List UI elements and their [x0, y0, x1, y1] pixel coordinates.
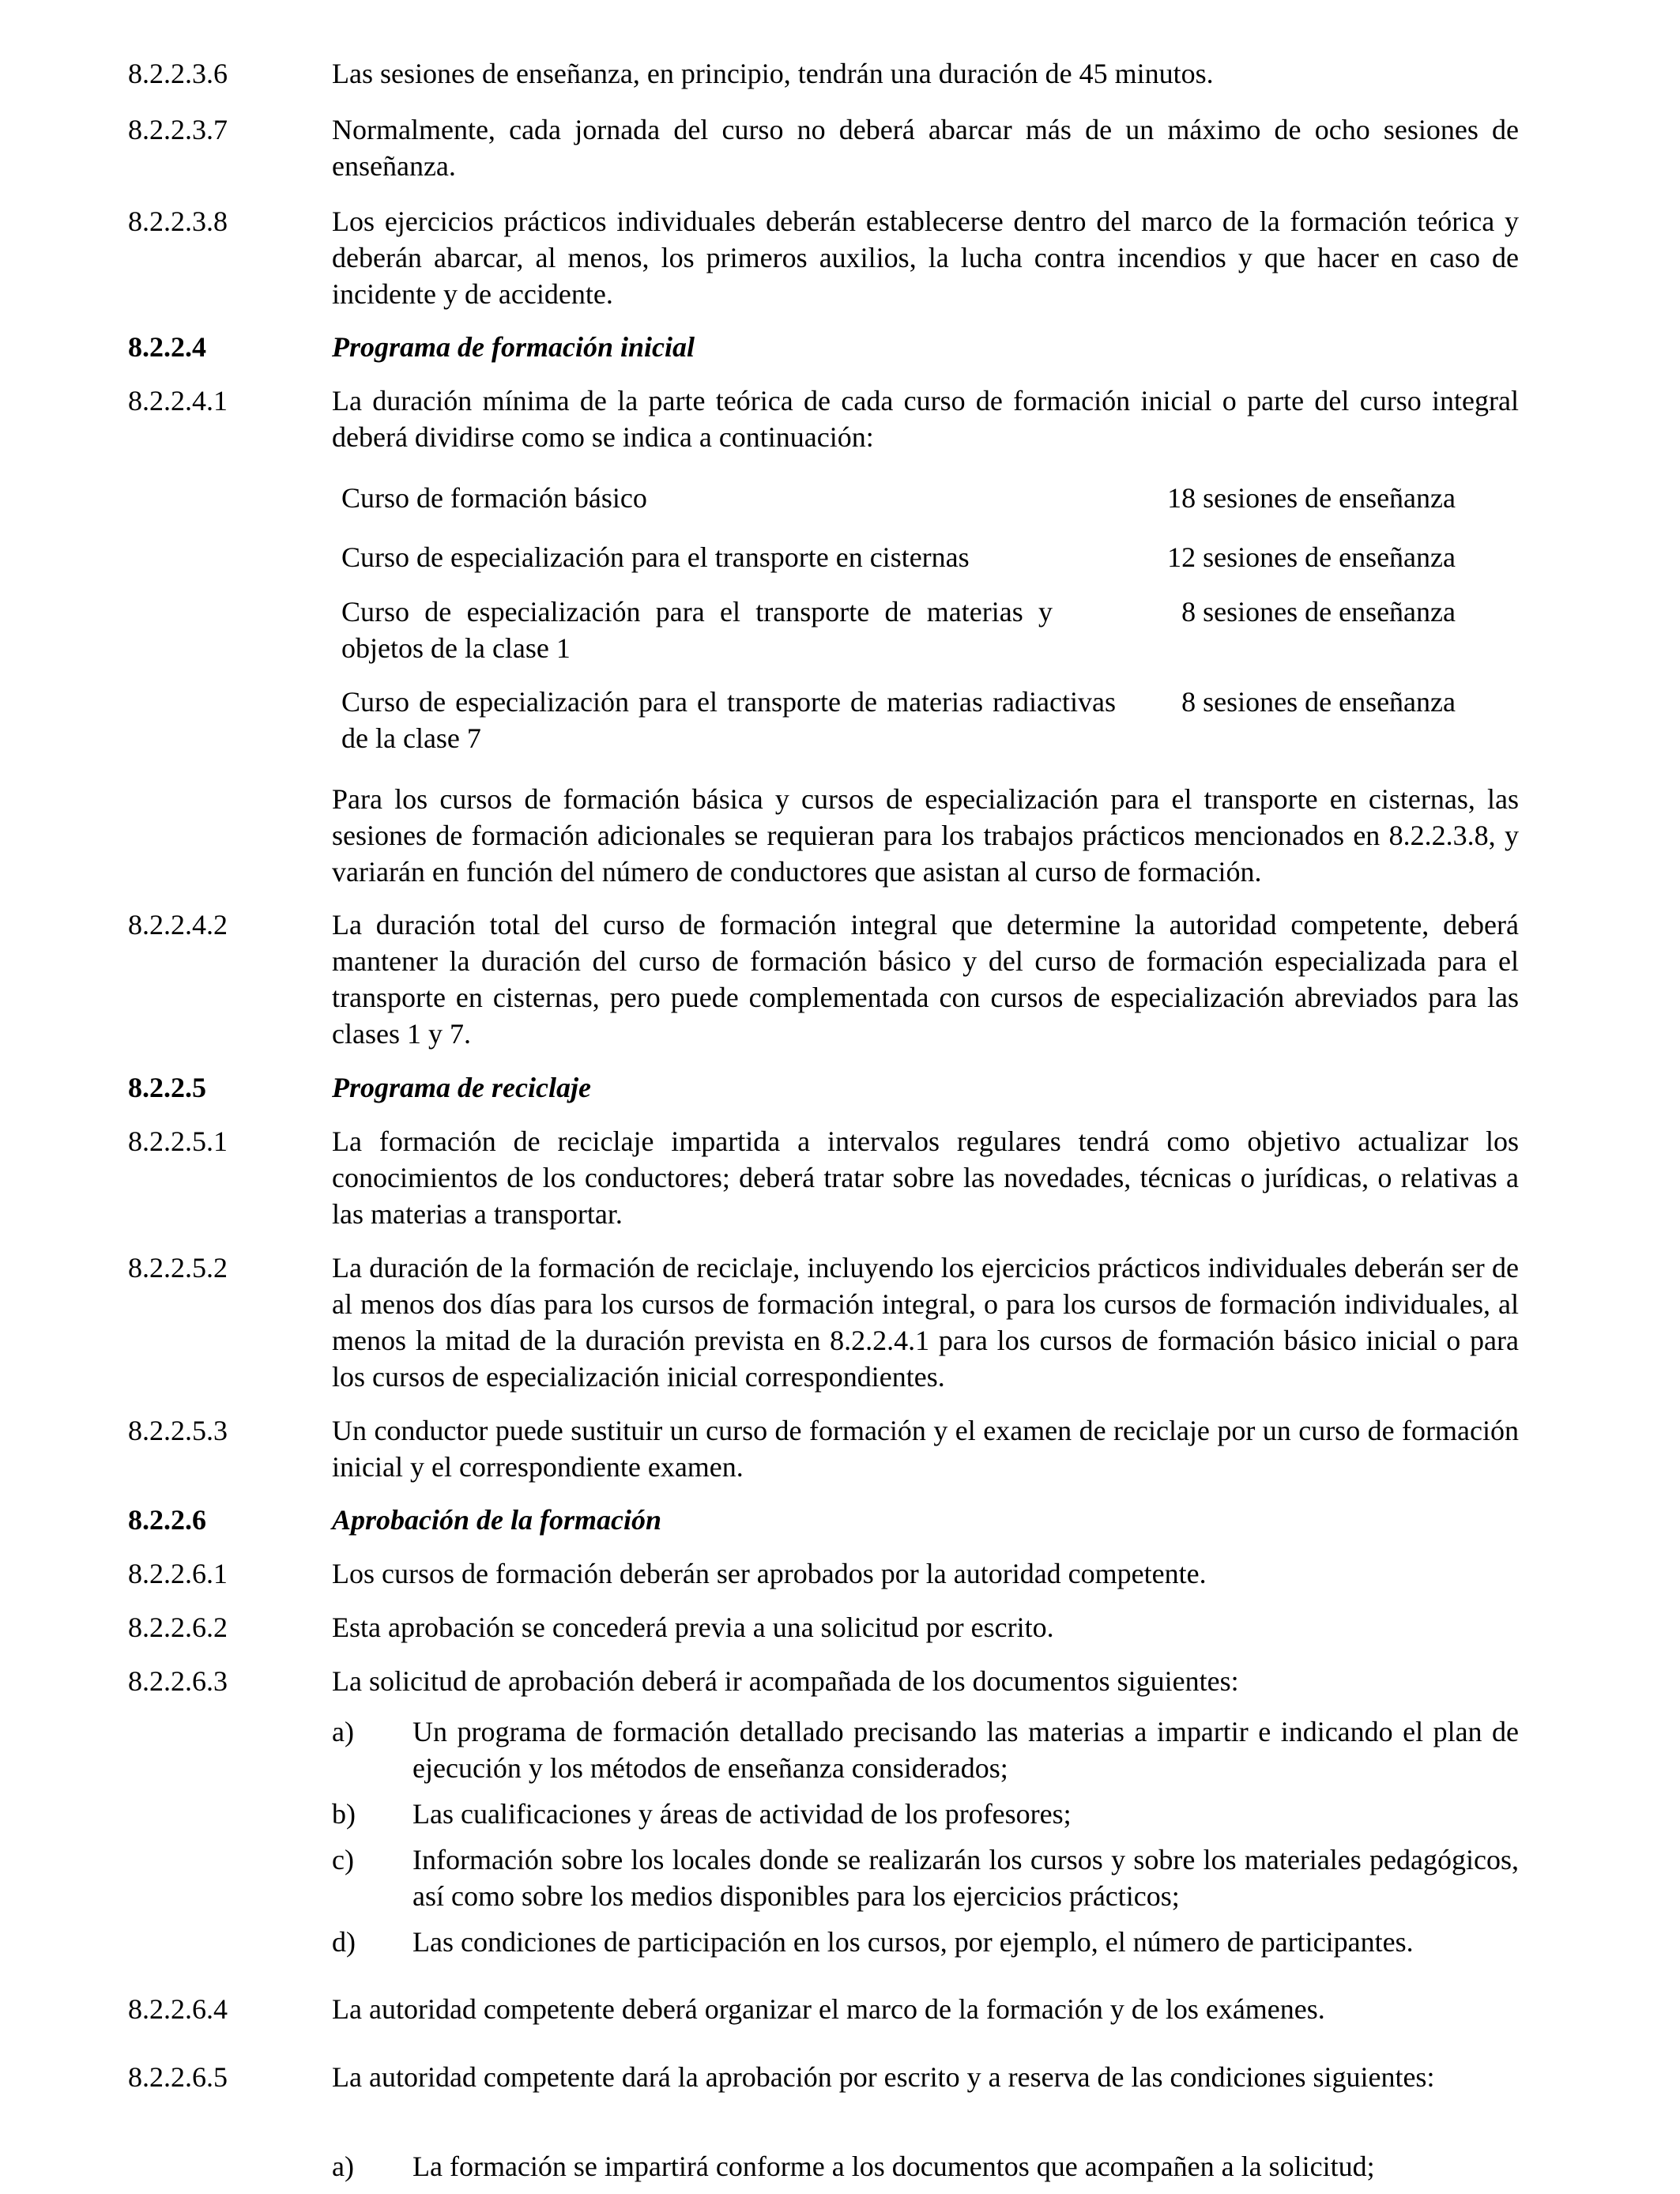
list-letter: a): [332, 1716, 354, 1747]
section-text: La duración mínima de la parte teórica de cada curso de formación inicial o parte del curso integral deberá dividirse como se indica a continuación:: [332, 385, 1519, 453]
section-number: 8.2.2.5: [128, 1072, 206, 1103]
list-text: Un programa de formación detallado precisando las materias a impartir e indicando el plan de ejecución y los métodos de enseñanza considerados;: [412, 1716, 1519, 1784]
list-text: Información sobre los locales donde se realizarán los cursos y sobre los materiales pedagógicos, así como sobre los medios disponibles para los ejercicios prácticos;: [412, 1844, 1519, 1912]
section-heading: Programa de formación inicial: [332, 331, 695, 363]
section-text: Los cursos de formación deberán ser aprobados por la autoridad competente.: [332, 1558, 1207, 1589]
section-text: La formación de reciclaje impartida a intervalos regulares tendrá como objetivo actualizar los conocimientos de los conductores; deberá tratar sobre las novedades, técnicas o jurídicas, o relativas a las materias a transportar.: [332, 1125, 1519, 1230]
list-letter: c): [332, 1844, 354, 1875]
section-number: 8.2.2.6.1: [128, 1558, 228, 1589]
list-text: Las cualificaciones y áreas de actividad de los profesores;: [412, 1798, 1072, 1830]
section-number: 8.2.2.4.2: [128, 909, 228, 941]
section-text: Las sesiones de enseñanza, en principio, tendrán una duración de 45 minutos.: [332, 58, 1214, 89]
section-number: 8.2.2.5.1: [128, 1125, 228, 1157]
course-name: Curso de especialización para el transporte de materias radiactivas de la clase 7: [341, 686, 1116, 754]
section-number: 8.2.2.4.1: [128, 385, 228, 417]
section-text: Los ejercicios prácticos individuales deberán establecerse dentro del marco de la formación teórica y deberán abarcar, al menos, los primeros auxilios, la lucha contra incendios y que hacer en caso de incidente y de accidente.: [332, 205, 1519, 310]
course-sessions: 18 sesiones de enseñanza: [1167, 482, 1456, 514]
section-text: La duración de la formación de reciclaje, incluyendo los ejercicios prácticos individuales deberán ser de al menos dos días para los cursos de formación integral, o para los cursos de formación individuales, al menos la mitad de la duración prevista en 8.2.2.4.1 para los cursos de formación básico inicial o para los cursos de especialización inicial correspondientes.: [332, 1252, 1519, 1393]
list-text: Las condiciones de participación en los cursos, por ejemplo, el número de participantes.: [412, 1926, 1414, 1958]
section-number: 8.2.2.3.6: [128, 58, 228, 89]
section-number: 8.2.2.6.3: [128, 1665, 228, 1697]
section-text: La solicitud de aprobación deberá ir acompañada de los documentos siguientes:: [332, 1665, 1239, 1697]
section-text: La duración total del curso de formación integral que determine la autoridad competente, deberá mantener la duración del curso de formación básico y del curso de formación especializada para el transporte en cisternas, pero puede complementada con cursos de especialización abreviados para las clases 1 y 7.: [332, 909, 1519, 1050]
course-name: Curso de formación básico: [341, 482, 647, 514]
section-number: 8.2.2.6.4: [128, 1993, 228, 2025]
section-number: 8.2.2.6.2: [128, 1612, 228, 1643]
section-text: La autoridad competente deberá organizar el marco de la formación y de los exámenes.: [332, 1993, 1325, 2025]
course-sessions: 8 sesiones de enseñanza: [1181, 596, 1456, 628]
course-name: Curso de especialización para el transporte de materias y objetos de la clase 1: [341, 596, 1053, 664]
course-sessions: 8 sesiones de enseñanza: [1181, 686, 1456, 718]
course-note-text: Para los cursos de formación básica y cursos de especialización para el transporte en cisternas, las sesiones de formación adicionales se requieran para los trabajos prácticos mencionados en 8.2.2.3.8, y variarán en función del número de conductores que asistan al curso de formación.: [332, 783, 1519, 888]
section-text: La autoridad competente dará la aprobación por escrito y a reserva de las condiciones siguientes:: [332, 2061, 1435, 2093]
section-text: Un conductor puede sustituir un curso de formación y el examen de reciclaje por un curso de formación inicial y el correspondiente examen.: [332, 1415, 1519, 1483]
section-number: 8.2.2.4: [128, 331, 206, 363]
section-heading: Programa de reciclaje: [332, 1072, 591, 1103]
section-text: Esta aprobación se concederá previa a una solicitud por escrito.: [332, 1612, 1054, 1643]
list-letter: a): [332, 2151, 354, 2182]
list-letter: b): [332, 1798, 356, 1830]
section-number: 8.2.2.3.7: [128, 114, 228, 145]
section-number: 8.2.2.5.3: [128, 1415, 228, 1446]
section-number: 8.2.2.3.8: [128, 205, 228, 237]
section-number: 8.2.2.6: [128, 1504, 206, 1536]
section-heading: Aprobación de la formación: [332, 1504, 662, 1536]
course-sessions: 12 sesiones de enseñanza: [1167, 541, 1456, 573]
section-number: 8.2.2.6.5: [128, 2061, 228, 2093]
list-text: La formación se impartirá conforme a los documentos que acompañen a la solicitud;: [412, 2151, 1375, 2182]
section-number: 8.2.2.5.2: [128, 1252, 228, 1284]
list-letter: d): [332, 1926, 356, 1958]
course-name: Curso de especialización para el transporte en cisternas: [341, 541, 970, 573]
section-text: Normalmente, cada jornada del curso no deberá abarcar más de un máximo de ocho sesiones de enseñanza.: [332, 114, 1519, 182]
